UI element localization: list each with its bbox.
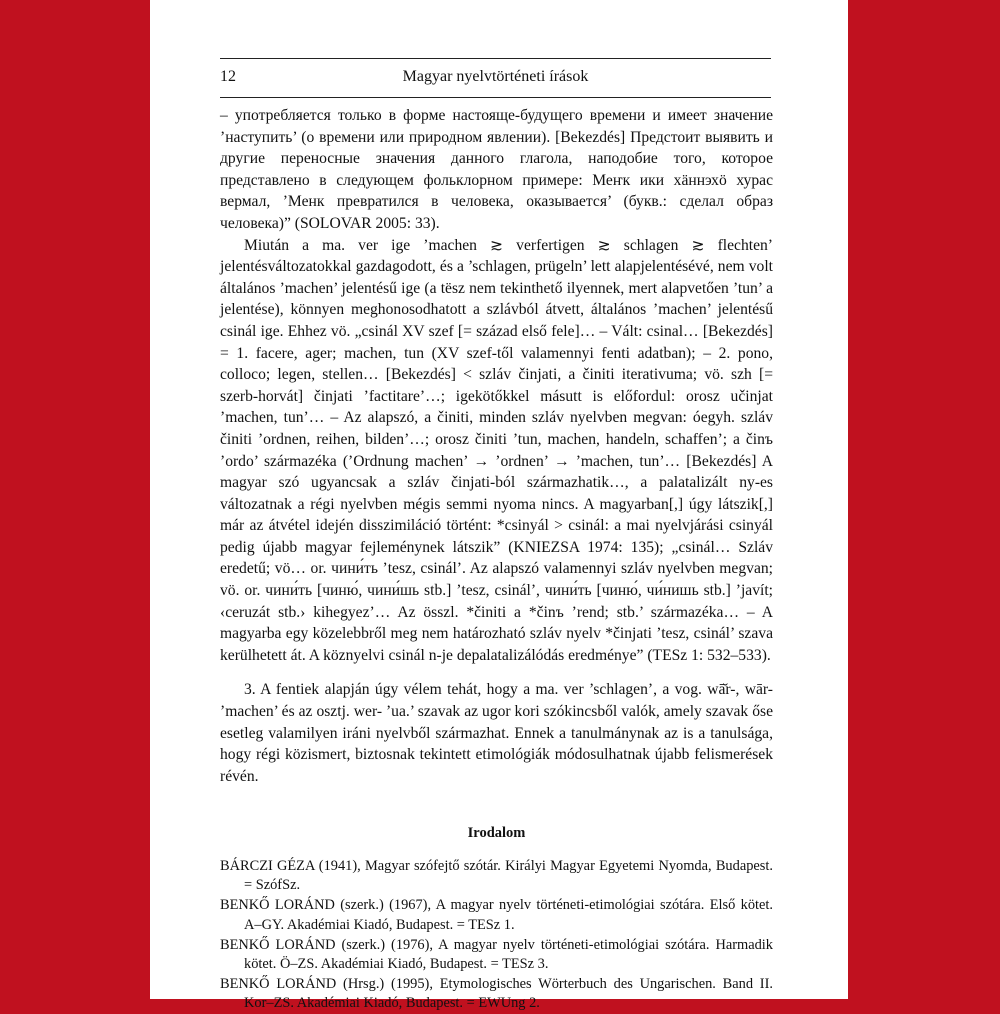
paragraph-section-3: 3. A fentiek alapján úgy vélem tehát, hogy a ma. ver ’schlagen’, a vog. wā̆r-, wār- ’machen’ és az osztj. wer- ’ua.’ szavak az ugor kori szókincsből valók, amely szavak őse esetleg valamilyen iráni nyelvből származhat. Ennek a tanulmánynak az is a tanulsága, hogy régi közismert, biztosnak tekintett etimológiák módosulhatnak újabb felismerések révén. [220, 681, 773, 785]
references-heading: Irodalom [467, 825, 526, 842]
reference-entry: BENKŐ LORÁND (szerk.) (1976), A magyar nyelv történeti-etimológiai szótára. Harmadik kötet. Ö–ZS. Akadémiai Kiadó, Budapest. = TESz 3. [220, 936, 773, 973]
paragraph-csinal: Miután a ma. ver ige ’machen ≳ verfertigen ≳ schlagen ≳ flechten’ jelentésváltozatokkal gazdagodott, és a ’schlagen, prügeln’ lett alapjelentésévé, nem volt általános ’machen’ jelentésű ige (a tësz nem tekinthető ilyennek, mert alapvetően ’tun’ a jelentése), könnyen meghonosodhatott a szlávból átvett, általános ’machen’ jelentésű csinál ige. Ehhez vö. „csinál XV szef [= század első fele]… – Vált: csinal… [Bekezdés] = 1. facere, ager; machen, tun (XV szef-től valamennyi fenti adatban); – 2. pono, colloco; legen, stellen… [Bekezdés] < szláv činjati, a činiti iterativuma; vö. szh [= szerb-horvát] činjati ’factitare’…; igekötőkkel másutt is előfordul: orosz učinjat ’machen, tun’… – Az alapszó, a činiti, minden szláv nyelvben megvan: óegyh. szláv činiti ’ordnen, reihen, bilden’…; orosz činiti ’tun, machen, handeln, schaffen’; a činъ ’ordo’ származéka (’Ordnung machen’ → ’ordnen’ → ’machen, tun’… [Bekezdés] A magyar szó ugyancsak a szláv činjati-ból származhatik…, a palatalizált ny-es változatnak a régi nyelvben mégis semmi nyoma nincs. A magyarban[,] úgy látszik[,] már az átvétel idején disszimiláció történt: *csinyál > csinál: a mai nyelvjárási csinyál pedig újabb magyar fejleménynek látszik” (KNIEZSA 1974: 135); „csinál… Szláv eredetű; vö… or. чини́ть ’tesz, csinál’. Az alapszó valamennyi szláv nyelvben megvan; vö. or. чини́ть [чиню́, чини́шь stb.] ’tesz, csinál’, чини́ть [чиню́, чи́нишь stb.] ’javít; ‹ceruzát stb.› kihegyez’… Az összl. *činiti a *činъ ’rend; stb.’ származéka… – A magyarba egy közelebbről meg nem határozható szláv nyelv *činjati ’tesz, csinál’ szava kerülhetett át. A köznyelvi csinál n-je depalatalizálódás eredménye” (TESz 1: 532–533). [220, 236, 773, 664]
reference-entry: BÁRCZI GÉZA (1941), Magyar szófejtő szótár. Királyi Magyar Egyetemi Nyomda, Budapest. = SzófSz. [220, 858, 773, 894]
page-number: 12 [220, 68, 236, 85]
running-title: Magyar nyelvtörténeti írások [402, 68, 589, 85]
running-header [220, 66, 771, 88]
reference-entry: BENKŐ LORÁND (Hrsg.) (1995), Etymologisches Wörterbuch des Ungarischen. Band II. Kor–ZS. Akadémiai Kiadó, Budapest. = EWUng 2. [220, 975, 773, 1012]
reference-entry: BENKŐ LORÁND (szerk.) (1967), A magyar nyelv történeti-etimológiai szótára. Első kötet. A–GY. Akadémiai Kiadó, Budapest. = TESz 1. [220, 897, 773, 933]
book-page [150, 0, 848, 1012]
header-rule-bottom [220, 97, 771, 98]
header-rule-top [220, 58, 771, 59]
paragraph-continued: – употребляется только в форме настояще-будущего времени и имеет значение ’наступить’ (о времени или природном явлении). [Bekezdés] Предстоит выявить и другие переносные значения данного глагола, наподобие того, которое представлено в следующем фольклорном примере: Меҥк ики хӓннэхӧ хурас вермал, ’Менк превратился в человека, оказывается’ (букв.: сделал образ человека)” (SOLOVAR 2005: 33). [220, 107, 773, 232]
page-content [220, 105, 773, 1014]
